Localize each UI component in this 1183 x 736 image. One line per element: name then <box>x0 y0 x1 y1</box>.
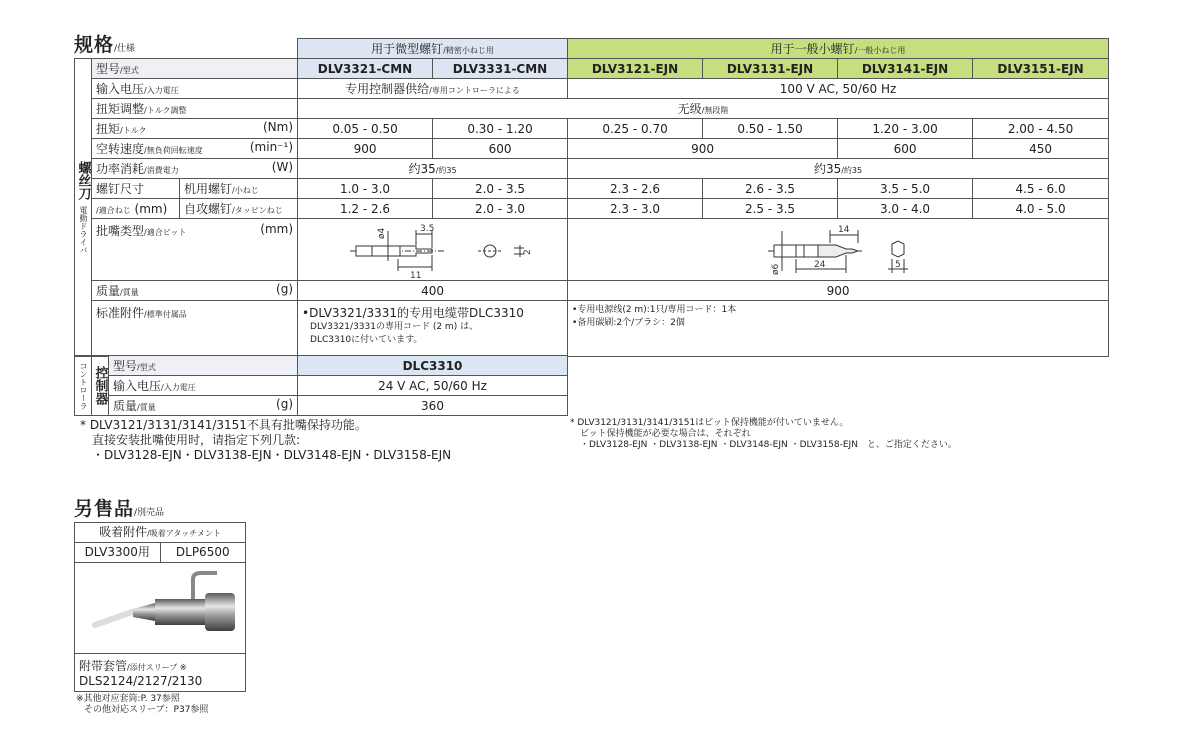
sleeve-models: DLS2124/2127/2130 <box>79 674 203 688</box>
suction-attachment-box <box>74 522 246 692</box>
options-footnote <box>76 694 208 716</box>
note-line: ビット保持機能が必要な場合は、それぞれ <box>580 429 751 439</box>
row-label-power: 功率消耗/消費電力 (W) <box>92 159 298 179</box>
controller-row-label-voltage: 输入电压/入力電圧 <box>109 376 298 396</box>
voltage-general: 100 V AC, 50/60 Hz <box>568 79 1109 99</box>
voltage-micro: 专用控制器供给/専用コントローラによる <box>298 79 568 99</box>
row-label-model: 型号/型式 <box>92 59 298 79</box>
model-cell: DLV3151-EJN <box>973 59 1109 79</box>
tapping-screw-value: 1.2 - 2.6 <box>298 199 433 219</box>
torque-value: 2.00 - 4.50 <box>973 119 1109 139</box>
speed-value: 600 <box>838 139 973 159</box>
note-line: * DLV3121/3131/3141/3151不具有批嘴保持功能。 <box>80 418 367 432</box>
notes-cn <box>80 418 451 463</box>
tapping-screw-value: 2.3 - 3.0 <box>568 199 703 219</box>
torque-adj-value: 无级/無段階 <box>298 99 1109 119</box>
controller-model: DLC3310 <box>298 356 568 376</box>
bit-diagram-micro <box>298 219 568 281</box>
power-general: 约35/約35 <box>568 159 1109 179</box>
controller-voltage: 24 V AC, 50/60 Hz <box>298 376 568 396</box>
machine-screw-value: 2.3 - 2.6 <box>568 179 703 199</box>
torque-value: 0.05 - 0.50 <box>298 119 433 139</box>
general-dim-c: 24 <box>814 259 826 270</box>
model-for: DLV3300用 <box>75 543 161 562</box>
model-cell: DLV3321-CMN <box>298 59 433 79</box>
machine-screw-value: 2.6 - 3.5 <box>703 179 838 199</box>
row-label-machine-screw: 机用螺钉/小ねじ <box>180 179 298 199</box>
row-label-screw-size-sub: /適合ねじ (mm) <box>92 199 180 219</box>
general-dim-d: ø6 <box>771 263 782 275</box>
speed-value: 600 <box>433 139 568 159</box>
tapping-screw-value: 2.0 - 3.0 <box>433 199 568 219</box>
row-label-voltage: 输入电压/入力電圧 <box>92 79 298 99</box>
note-line: * DLV3121/3131/3141/3151はビット保持機能が付いていません。 <box>570 418 849 428</box>
group-header-micro: 用于微型螺钉/精密小ねじ用 <box>298 39 568 59</box>
controller-side-label: 控制器 <box>92 356 109 416</box>
note-line: ・DLV3128-EJN ・DLV3138-EJN ・DLV3148-EJN ・DLV3158-EJN と、ご指定ください。 <box>580 440 957 450</box>
weight-general: 900 <box>568 281 1109 301</box>
model-cell: DLV3141-EJN <box>838 59 973 79</box>
row-label-torque: 扭矩/トルク (Nm) <box>92 119 298 139</box>
row-label-accessories: 标准附件/標準付属品 <box>92 301 298 357</box>
machine-screw-value: 4.5 - 6.0 <box>973 179 1109 199</box>
row-label-tapping-screw: 自攻螺钉/タッピンねじ <box>180 199 298 219</box>
general-dim-a: 14 <box>838 224 850 235</box>
row-label-screw-size: 螺钉尺寸 <box>92 179 180 199</box>
speed-value: 900 <box>298 139 433 159</box>
micro-dim-d: ø4 <box>377 227 388 239</box>
controller-table <box>74 355 568 416</box>
micro-dim-a: 3.5 <box>420 223 435 234</box>
controller-weight: 360 <box>298 396 568 416</box>
micro-bit-drawing <box>298 221 568 279</box>
machine-screw-value: 1.0 - 3.0 <box>298 179 433 199</box>
product-photo <box>75 563 245 654</box>
side-label-driver: 螺丝刀 電動ドライバ <box>75 59 92 357</box>
bit-diagram-general <box>568 219 1109 281</box>
power-micro: 约35/約35 <box>298 159 568 179</box>
suction-attachment-title: 吸着附件/吸着アタッチメント <box>75 523 245 543</box>
micro-dim-b: 2 <box>523 248 534 255</box>
note-line: ・DLV3128-EJN・DLV3138-EJN・DLV3148-EJN・DLV3158-EJN <box>92 448 452 462</box>
options-section-title: 另售品/別売品 <box>74 498 165 520</box>
torque-value: 0.30 - 1.20 <box>433 119 568 139</box>
controller-row-label-weight: 质量/質量 (g) <box>109 396 298 416</box>
sleeve-label: 附带套管/添付スリーブ ※ <box>79 659 187 673</box>
spec-section-title: 规格/仕様 <box>74 34 136 56</box>
row-label-weight: 质量/質量 (g) <box>92 281 298 301</box>
group-header-general: 用于一般小螺钉/一般小ねじ用 <box>568 39 1109 59</box>
model-cell: DLV3131-EJN <box>703 59 838 79</box>
general-bit-drawing <box>568 221 1108 279</box>
torque-value: 0.50 - 1.50 <box>703 119 838 139</box>
row-label-bit: 批嘴类型/適合ビット (mm) <box>92 219 298 281</box>
weight-micro: 400 <box>298 281 568 301</box>
note-line: 直接安装批嘴使用时，请指定下列几款: <box>92 433 301 447</box>
suction-attachment-models <box>75 543 245 563</box>
notes-jp <box>570 418 957 451</box>
model-cell: DLV3331-CMN <box>433 59 568 79</box>
footnote-line: その他対応スリーブ：P37参照 <box>84 705 209 715</box>
row-label-speed: 空转速度/無負荷回転速度 (min⁻¹) <box>92 139 298 159</box>
accessories-micro: •DLV3321/3331的专用电缆带DLC3310 DLV3321/3331の専用コード (2 m) は、 DLC3310に付いています。 <box>298 301 568 357</box>
model-number: DLP6500 <box>175 545 230 559</box>
accessories-general: •专用电源线(2 m):1只/専用コード：1本 •备用碳刷:2个/ブラシ：2個 <box>568 301 1109 357</box>
speed-value: 900 <box>568 139 838 159</box>
machine-screw-value: 2.0 - 3.5 <box>433 179 568 199</box>
speed-value: 450 <box>973 139 1109 159</box>
tapping-screw-value: 2.5 - 3.5 <box>703 199 838 219</box>
tapping-screw-value: 4.0 - 5.0 <box>973 199 1109 219</box>
tapping-screw-value: 3.0 - 4.0 <box>838 199 973 219</box>
row-label-torque-adj: 扭矩调整/トルク調整 <box>92 99 298 119</box>
machine-screw-value: 3.5 - 5.0 <box>838 179 973 199</box>
suction-attachment-image <box>75 563 245 653</box>
controller-side-label-jp: コントローラ <box>75 356 92 416</box>
controller-row-label-model: 型号/型式 <box>109 356 298 376</box>
general-dim-b: 5 <box>895 259 901 270</box>
footnote-line: ※其他对应套筒:P. 37参照 <box>76 694 180 704</box>
spec-table <box>74 38 1109 357</box>
torque-value: 0.25 - 0.70 <box>568 119 703 139</box>
torque-value: 1.20 - 3.00 <box>838 119 973 139</box>
model-cell: DLV3121-EJN <box>568 59 703 79</box>
micro-dim-c: 11 <box>410 270 422 279</box>
